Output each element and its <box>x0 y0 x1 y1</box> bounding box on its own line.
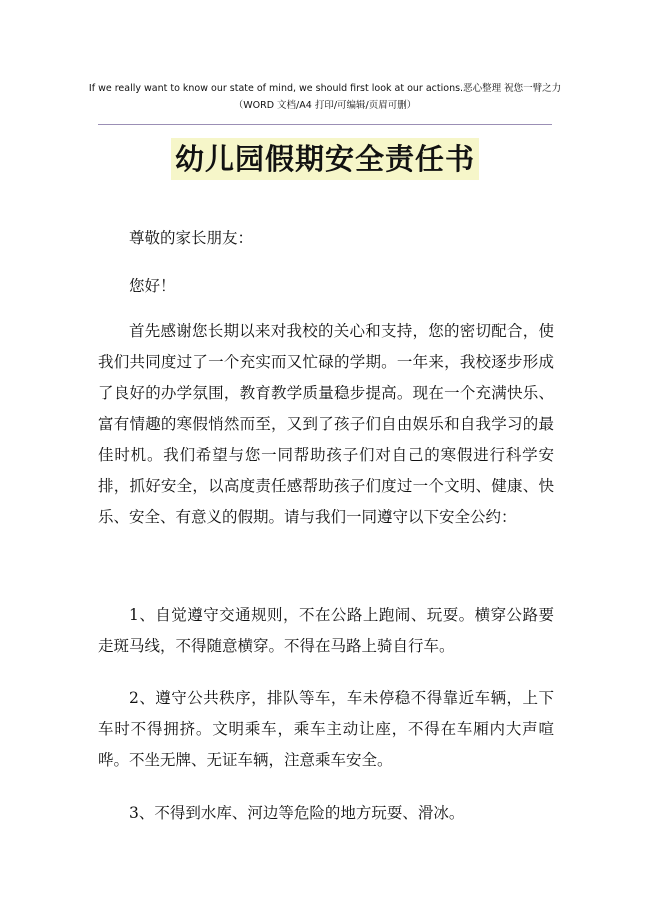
title-container <box>0 138 650 180</box>
document-title: 幼儿园假期安全责任书 <box>171 138 479 180</box>
salutation: 尊敬的家长朋友： <box>129 229 254 247</box>
page-header-note: （WORD 文档/A4 打印/可编辑/页眉可删） <box>233 100 417 111</box>
paragraph-rule-3 <box>98 798 554 829</box>
paragraph-rule-1 <box>98 600 554 662</box>
paragraph-rule-2 <box>98 683 554 776</box>
paragraph-text: 1、自觉遵守交通规则，不在公路上跑闹、玩耍。横穿公路要走斑马线，不得随意横穿。不得在马路上骑自行车。 <box>98 606 554 655</box>
paragraph-text: 2、遵守公共秩序，排队等车，车未停稳不得靠近车辆，上下车时不得拥挤。文明乘车，乘车主动让座，不得在车厢内大声喧哗。不坐无牌、无证车辆，注意乘车安全。 <box>98 689 554 769</box>
paragraph-text: 3、不得到水库、河边等危险的地方玩耍、滑冰。 <box>129 804 465 822</box>
paragraph-text: 首先感谢您长期以来对我校的关心和支持，您的密切配合，使我们共同度过了一个充实而又忙碌的学期。一年来，我校逐步形成了良好的办学氛围，教育教学质量稳步提高。现在一个充满快乐、富有情趣的寒假悄然而至，又到了孩子们自由娱乐和自我学习的最佳时机。我们希望与您一同帮助孩子们对自己的寒假进行科学安排，抓好安全，以高度责任感帮助孩子们度过一个文明、健康、快乐、安全、有意义的假期。请与我们一同遵守以下安全公约： <box>98 322 554 526</box>
page-header-motto: If we really want to know our state of mind, we should first look at our actions.恶心整理 祝您一臂之力 <box>88 83 562 94</box>
greeting: 您好！ <box>129 277 176 295</box>
header-divider <box>98 124 552 125</box>
paragraph-intro <box>98 316 554 533</box>
